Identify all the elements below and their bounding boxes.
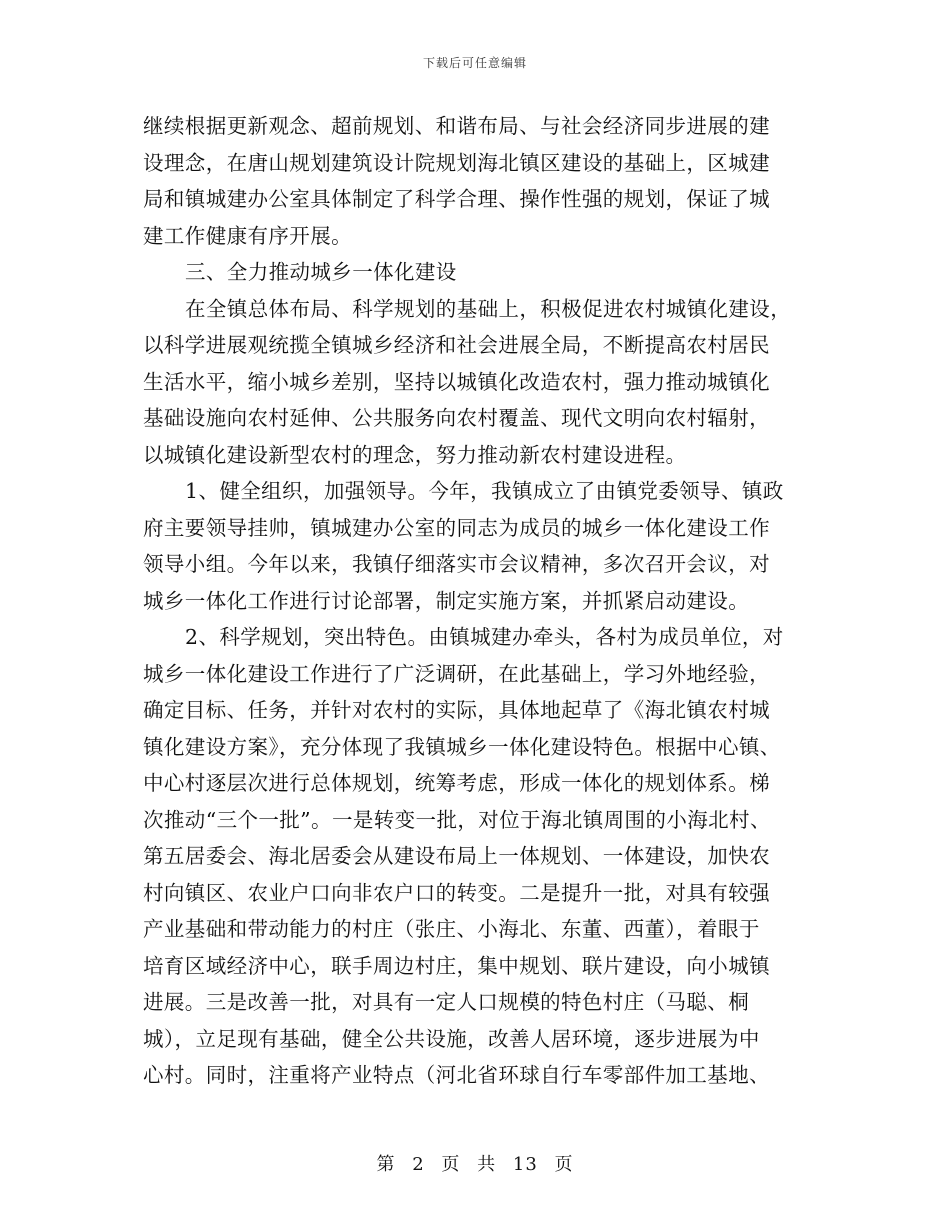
footer-label-di: 第 [376, 1154, 396, 1175]
text-line: 进展。三是改善一批，对具有一定人口规模的特色村庄（马聪、桐 [143, 990, 750, 1014]
text-line: 镇化建设方案》，充分体现了我镇城乡一体化建设特色。根据中心镇、 [143, 734, 781, 759]
text-line: 建工作健康有序开展。 [143, 223, 352, 248]
text-line: 基础设施向农村延伸、公共服务向农村覆盖、现代文明向农村辐射， [143, 406, 770, 430]
page-number: 2 [412, 1154, 425, 1175]
text-line: 生活水平，缩小城乡差别，坚持以城镇化改造农村，强力推动城镇化 [143, 369, 770, 394]
text-line: 产业基础和带动能力的村庄（张庄、小海北、东董、西董），着眼于 [143, 917, 760, 941]
text-line: 城乡一体化工作进行讨论部署，制定实施方案，并抓紧启动建设。 [143, 588, 750, 613]
text-line: 2、科学规划，突出特色。由镇城建办牵头，各村为成员单位，对 [185, 625, 784, 649]
text-line: 府主要领导挂帅，镇城建办公室的同志为成员的城乡一体化建设工作 [143, 515, 770, 540]
text-line: 设理念，在唐山规划建筑设计院规划海北镇区建设的基础上，区城建 [143, 150, 770, 175]
page-footer [0, 1150, 950, 1176]
text-line: 1、健全组织，加强领导。今年，我镇成立了由镇党委领导、镇政 [185, 479, 784, 503]
footer-label-ye: 页 [441, 1154, 461, 1175]
text-line: 继续根据更新观念、超前规划、和谐布局、与社会经济同步进展的建 [143, 114, 770, 138]
text-line: 城乡一体化建设工作进行了广泛调研，在此基础上，学习外地经验， [143, 661, 770, 686]
text-line: 第五居委会、海北居委会从建设布局上一体规划、一体建设，加快农 [143, 844, 770, 868]
document-body [143, 108, 811, 1094]
text-line: 局和镇城建办公室具体制定了科学合理、操作性强的规划，保证了城 [143, 187, 770, 211]
text-line: 培育区域经济中心，联手周边村庄，集中规划、联片建设，向小城镇 [143, 953, 770, 978]
total-pages: 13 [512, 1154, 538, 1175]
text-line: 村向镇区、农业户口向非农户口的转变。二是提升一批，对具有较强 [143, 880, 770, 905]
text-line: 次推动“三个一批”。一是转变一批，对位于海北镇周围的小海北村、 [143, 807, 771, 832]
text-line: 确定目标、任务，并针对农村的实际，具体地起草了《海北镇农村城 [143, 698, 770, 722]
text-line: 城），立足现有基础，健全公共设施，改善人居环境，逐步进展为中 [143, 1026, 760, 1051]
footer-label-gong: 共 [477, 1154, 497, 1175]
text-line: 在全镇总体布局、科学规划的基础上，积极促进农村城镇化建设， [185, 296, 792, 321]
text-line: 心村。同时，注重将产业特点（河北省环球自行车零部件加工基地、 [143, 1063, 770, 1087]
text-line: 以科学进展观统揽全镇城乡经济和社会进展全局，不断提高农村居民 [143, 333, 770, 357]
text-line: 中心村逐层次进行总体规划，统筹考虑，形成一体化的规划体系。梯 [143, 771, 770, 795]
footer-label-ye2: 页 [554, 1154, 574, 1175]
page-header: 下载后可任意编辑 [422, 56, 527, 70]
text-line: 以城镇化建设新型农村的理念，努力推动新农村建设进程。 [143, 442, 687, 467]
section-heading: 三、全力推动城乡一体化建设 [185, 260, 457, 284]
text-line: 领导小组。今年以来，我镇仔细落实市会议精神，多次召开会议，对 [143, 552, 770, 576]
